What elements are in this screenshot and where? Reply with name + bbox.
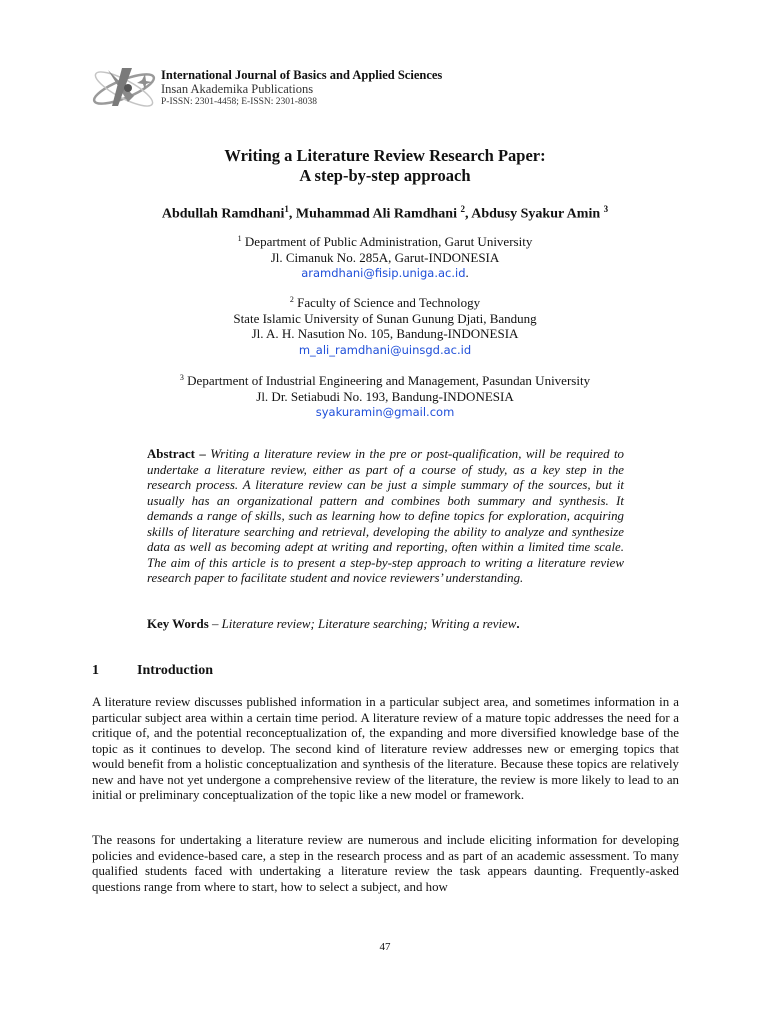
affil-marker: 1 bbox=[237, 234, 242, 243]
email-link[interactable]: m_ali_ramdhani@uinsgd.ac.id bbox=[298, 342, 472, 357]
author-affil-marker: 3 bbox=[603, 204, 609, 214]
author-name: Abdullah Ramdhani bbox=[161, 206, 285, 222]
affil-marker: 3 bbox=[179, 373, 184, 382]
affil-line: Department of Industrial Engineering and Management, Pasundan University bbox=[187, 373, 591, 388]
abstract bbox=[147, 447, 624, 587]
affil-line: Jl. Cimanuk No. 285A, Garut-INDONESIA bbox=[270, 249, 500, 265]
email-link[interactable]: syakuramin@gmail.com bbox=[315, 405, 455, 419]
affil-line: Department of Public Administration, Garut University bbox=[244, 234, 533, 249]
section-heading bbox=[92, 663, 213, 679]
title-line-2: A step-by-step approach bbox=[299, 166, 471, 185]
email-suffix: . bbox=[465, 265, 469, 280]
affil-line: Jl. A. H. Nasution No. 105, Bandung-INDONESIA bbox=[251, 326, 519, 341]
journal-header bbox=[88, 62, 538, 114]
body-paragraph: A literature review discusses published information in a particular subject area, and sometimes information in a particular subject area within a certain time period. A literature review of a mature topic addresses the need for a critique of, and the potential reconceptualization of, the expanding and more diversified knowledge base of the topic as it continues to develop. The second kind of literature review addresses new or emerging topics that would benefit from a holistic conceptualization and synthesis of the literature. Because these topics are relatively new and have not yet undergone a comprehensive review of the literature, the review is more likely to lead to an initial or preliminary conceptualization of the topic like a new model or framework. bbox=[92, 695, 679, 802]
author-separator: , bbox=[464, 206, 472, 222]
affil-marker: 2 bbox=[289, 295, 294, 304]
body-paragraph: The reasons for undertaking a literature review are numerous and include eliciting information for developing policies and evidence-based care, a step in the research process and as part of an academic assessment. To many qualified students faced with undertaking a literature review the task appears daunting. Frequently-asked questions range from where to start, how to select a subject, and how bbox=[92, 833, 679, 894]
keywords-end: . bbox=[516, 617, 520, 631]
author-name: Abdusy Syakur Amin bbox=[471, 206, 601, 222]
email-link[interactable]: aramdhani@fisip.uniga.ac.id bbox=[301, 266, 466, 280]
abstract-label: Abstract – bbox=[147, 447, 206, 461]
keywords bbox=[147, 617, 624, 632]
page-number: 47 bbox=[379, 941, 391, 953]
author-separator: , bbox=[288, 206, 296, 222]
section-number: 1 bbox=[92, 663, 99, 678]
publisher-name: Insan Akademika Publications bbox=[161, 82, 314, 96]
abstract-text: Writing a literature review in the pre or post-qualification, will be required to undertake a literature review, either as part of a course of study, as a key step in the research process. A literature review can be just a simple summary of the sources, but it usually has an organizational pattern and combines both summary and synthesis. It demands a range of skills, such as learning how to define topics for exploration, acquiring skills of literature searching and retrieval, developing the ability to analyze and synthesize data as well as becoming adept at writing and reporting, often within a limited time scale. The aim of this article is to present a step-by-step approach to writing a literature review research paper to facilitate student and novice reviewers’ understanding. bbox=[147, 447, 624, 585]
section-title: Introduction bbox=[137, 663, 213, 678]
affil-line: Faculty of Science and Technology bbox=[297, 295, 481, 310]
affiliation-2 bbox=[0, 292, 770, 358]
author-list bbox=[0, 200, 770, 224]
journal-logo-icon bbox=[88, 62, 160, 112]
journal-header-text bbox=[161, 68, 442, 109]
keywords-text: Literature review; Literature searching; Writing a review bbox=[221, 617, 517, 631]
paper-title bbox=[0, 146, 770, 186]
journal-name: International Journal of Basics and Applied Sciences bbox=[161, 68, 443, 82]
author-name: Muhammad Ali Ramdhani bbox=[295, 206, 457, 222]
affil-line: State Islamic University of Sunan Gunung Djati, Bandung bbox=[233, 310, 537, 326]
affiliation-3 bbox=[0, 370, 770, 421]
title-line-1: Writing a Literature Review Research Paper: bbox=[224, 146, 546, 165]
author-affil-marker: 2 bbox=[460, 204, 465, 214]
author-affil-marker: 1 bbox=[284, 204, 289, 214]
keywords-dash: – bbox=[208, 617, 222, 631]
affil-line: Jl. Dr. Setiabudi No. 193, Bandung-INDONESIA bbox=[256, 388, 514, 404]
issn-line: P-ISSN: 2301-4458; E-ISSN: 2301-8038 bbox=[161, 97, 317, 107]
affiliation-1 bbox=[0, 231, 770, 282]
keywords-label: Key Words bbox=[147, 617, 209, 631]
